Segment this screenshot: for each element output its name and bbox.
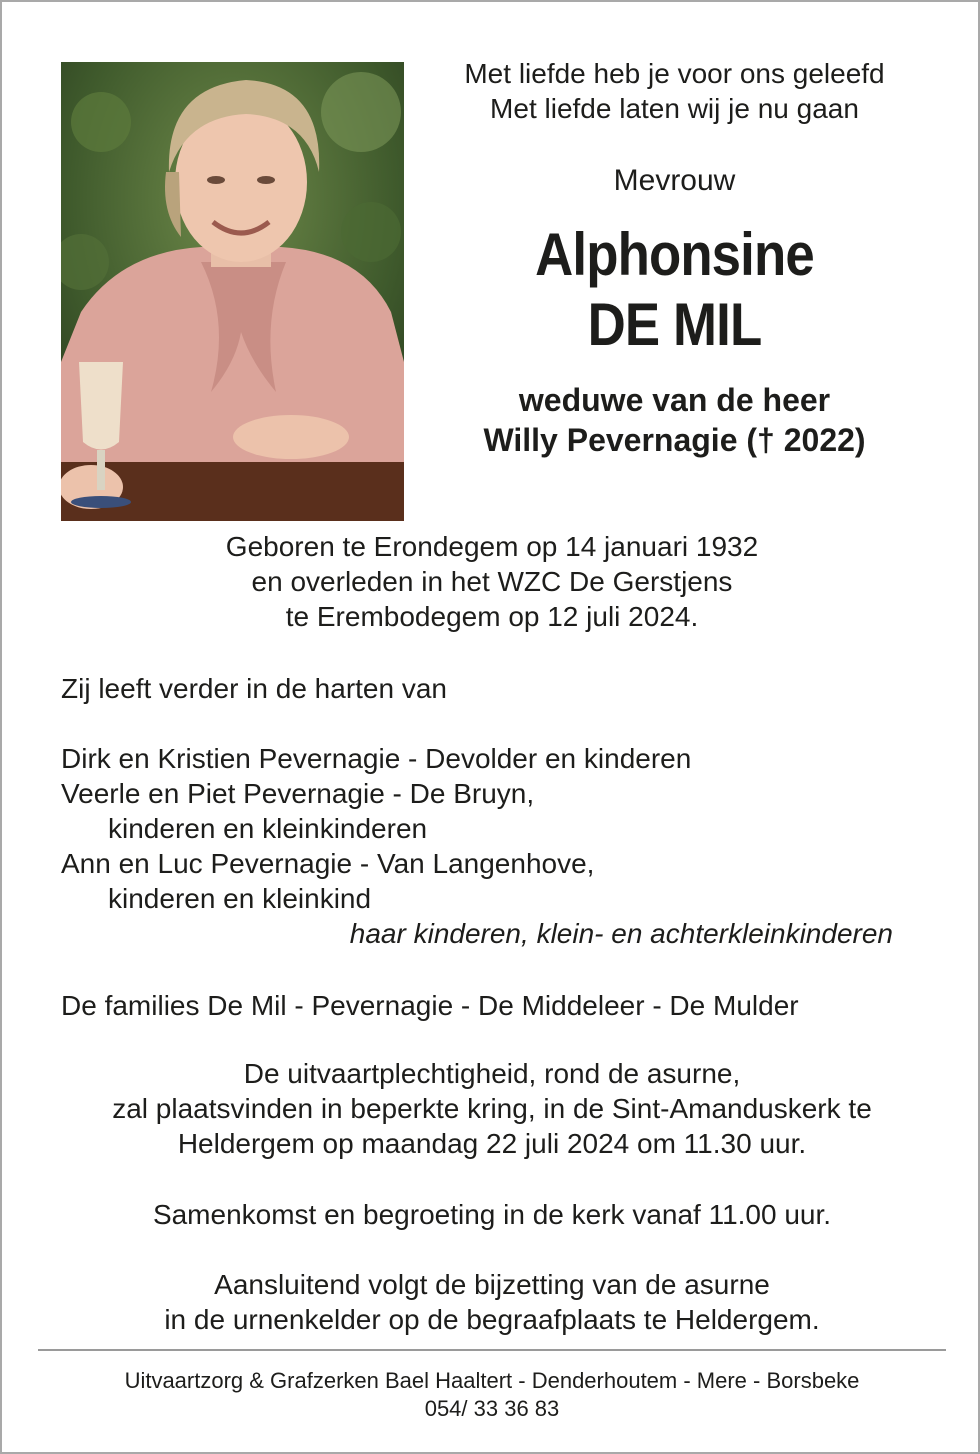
ceremony-line-3: Heldergem op maandag 22 juli 2024 om 11.30 uur. [177,1128,807,1159]
funeral-home-name: Uitvaartzorg & Grafzerken Bael Haaltert - Denderhoutem - Mere - Borsbeke [124,1368,860,1393]
survivors-intro-text: Zij leeft verder in de harten van [61,673,447,704]
family-line-3: kinderen en kleinkinderen [108,813,428,844]
extended-families-text: De families De Mil - Pevernagie - De Middeleer - De Mulder [61,990,799,1021]
notice-header [422,56,927,460]
ceremony-line-2: zal plaatsvinden in beperkte kring, in de Sint-Amanduskerk te [112,1093,872,1124]
descendants-summary: haar kinderen, klein- en achterkleinkinderen [349,918,893,949]
verse-line-1: Met liefde heb je voor ons geleefd [464,58,885,89]
family-line-4: Ann en Luc Pevernagie - Van Langenhove, [61,848,595,879]
interment-line-1: Aansluitend volgt de bijzetting van de asurne [214,1269,770,1300]
funeral-home-phone: 054/ 33 36 83 [424,1396,560,1421]
family-line-2: Veerle en Piet Pevernagie - De Bruyn, [61,778,535,809]
ceremony-details [2,1056,980,1161]
death-line-1: en overleden in het WZC De Gerstjens [251,566,733,597]
footer-divider [38,1349,946,1351]
family-line-5: kinderen en kleinkind [108,883,372,914]
interment-details [2,1267,980,1337]
funeral-home-footer [2,1367,980,1423]
death-line-2: te Erembodegem op 12 juli 2024. [285,601,699,632]
deceased-last-name: DE MIL [587,291,762,358]
birth-line: Geboren te Erondegem op 14 januari 1932 [225,531,759,562]
ceremony-line-1: De uitvaartplechtigheid, rond de asurne, [243,1058,741,1089]
spouse-line-1: weduwe van de heer [518,382,831,418]
birth-death-details [2,529,980,634]
survivors-intro [61,671,941,706]
extended-families [61,988,941,1023]
gathering-line: Samenkomst en begroeting in de kerk vanaf 11.00 uur. [152,1199,832,1230]
family-line-1: Dirk en Kristien Pevernagie - Devolder en kinderen [61,743,692,774]
portrait-illustration [61,62,404,521]
gathering-details [2,1197,980,1232]
honorific-title: Mevrouw [613,164,736,197]
interment-line-2: in de urnenkelder op de begraafplaats te Heldergem. [164,1304,820,1335]
deceased-first-name: Alphonsine [535,221,814,288]
verse-line-2: Met liefde laten wij je nu gaan [490,93,859,124]
survivors-list [61,741,941,951]
spouse-line-2: Willy Pevernagie († 2022) [483,422,866,458]
portrait-photo [61,62,404,521]
